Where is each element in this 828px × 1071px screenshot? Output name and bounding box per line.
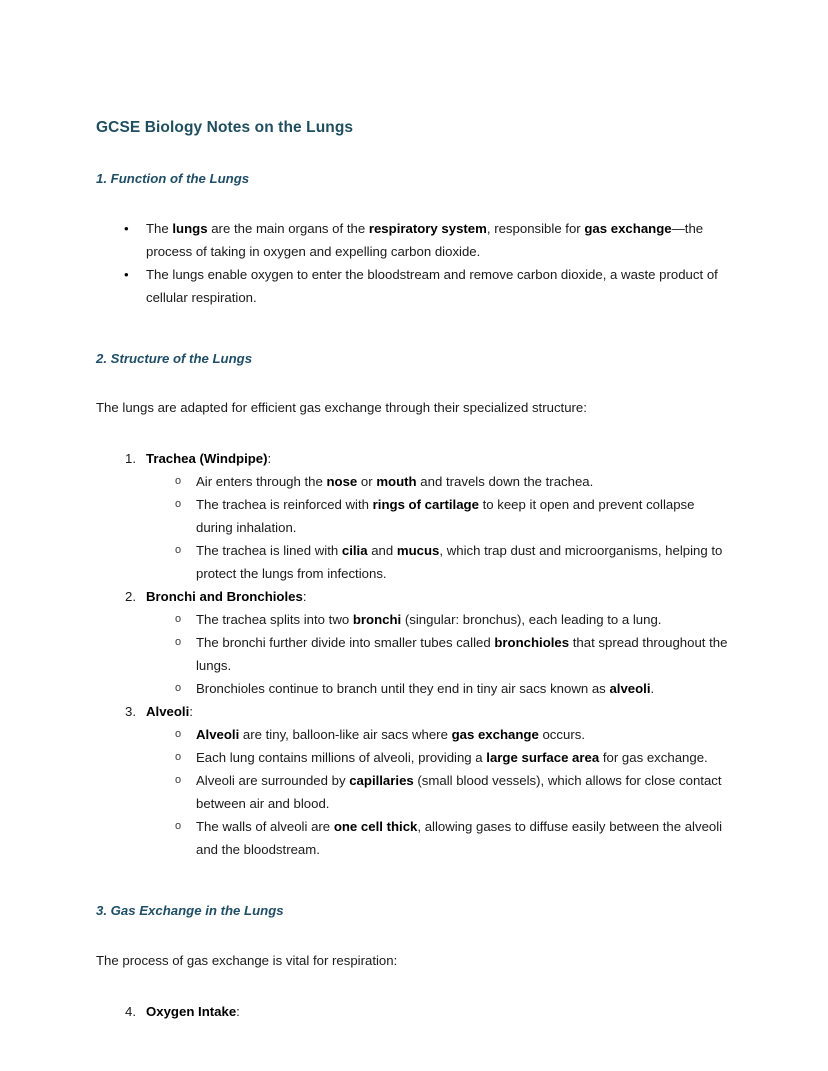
bullet-marker-icon: • (124, 220, 129, 236)
circle-bullet-marker-icon: o (175, 728, 182, 741)
emphasis-text: gas exchange (584, 220, 672, 236)
run-text: are the main organs of the (207, 220, 369, 236)
emphasis-text: mouth (376, 474, 417, 490)
sub-list-item-text (196, 493, 730, 539)
run-text: are tiny, balloon-like air sacs where (239, 727, 452, 743)
sub-list-item-text (196, 746, 730, 769)
sub-list-item (146, 493, 730, 539)
numbered-list-item (96, 1000, 730, 1023)
list-item-text (146, 263, 730, 309)
run-text: . (650, 681, 655, 697)
run-text: (singular: bronchus), each leading to a lung. (401, 612, 662, 628)
numbered-list-item-text (146, 700, 730, 723)
emphasis-text: rings of cartilage (372, 497, 479, 513)
sub-list-item (146, 723, 730, 746)
run-text: and travels down the trachea. (416, 474, 594, 490)
run-text: The trachea is reinforced with (196, 497, 373, 513)
bullet-marker-icon: • (124, 266, 129, 282)
circle-bullet-marker-icon: o (175, 636, 182, 649)
run-text: The bronchi further divide into smaller tubes called (196, 635, 495, 651)
run-text: occurs. (538, 727, 585, 743)
emphasis-text: large surface area (486, 750, 600, 766)
circle-bullet-marker-icon: o (175, 820, 182, 833)
run-text: Each lung contains millions of alveoli, providing a (196, 750, 487, 766)
emphasis-text: Alveoli (146, 704, 190, 720)
run-text: for gas exchange. (599, 750, 708, 766)
sub-bullet-list (146, 723, 730, 861)
numbered-list-item-text (146, 1000, 730, 1023)
run-text: : (267, 451, 272, 467)
run-text: and (367, 543, 397, 559)
run-text: : (302, 589, 307, 605)
circle-bullet-marker-icon: o (175, 682, 182, 695)
sub-list-item (146, 539, 730, 585)
section-heading: 1. Function of the Lungs (96, 171, 250, 187)
run-text: —the process of taking in oxygen and expelling carbon dioxide. (146, 220, 704, 259)
sub-list-item-text (196, 631, 730, 677)
number-marker: 4. (125, 1003, 136, 1019)
numbered-list-item (96, 700, 730, 861)
sub-list-item-text (196, 769, 730, 815)
page-title: GCSE Biology Notes on the Lungs (96, 119, 354, 136)
bullet-list (96, 217, 730, 309)
run-text: The trachea is lined with (196, 543, 342, 559)
sub-list-item (146, 815, 730, 861)
emphasis-text: nose (326, 474, 358, 490)
run-text: Alveoli are surrounded by (196, 773, 350, 789)
number-marker: 1. (125, 451, 136, 467)
circle-bullet-marker-icon: o (175, 751, 182, 764)
numbered-list-item-text (146, 585, 730, 608)
emphasis-text: lungs (172, 220, 208, 236)
numbered-list-item-text (146, 447, 730, 470)
emphasis-text: Alveoli (196, 727, 240, 743)
emphasis-text: respiratory system (368, 220, 487, 236)
run-text: , responsible for (486, 220, 585, 236)
sub-list-item (146, 769, 730, 815)
section-intro-paragraph: The lungs are adapted for efficient gas exchange through their specialized structure: (96, 400, 587, 416)
run-text: : (189, 704, 193, 720)
sub-bullet-list (146, 608, 730, 700)
emphasis-text: mucus (396, 543, 440, 559)
emphasis-text: Oxygen Intake (146, 1003, 237, 1019)
sub-list-item-text (196, 677, 730, 700)
number-marker: 3. (125, 704, 136, 720)
run-text: : (236, 1003, 240, 1019)
circle-bullet-marker-icon: o (175, 544, 182, 557)
sub-list-item (146, 470, 730, 493)
emphasis-text: bronchioles (494, 635, 570, 651)
run-text: The walls of alveoli are (196, 819, 334, 835)
run-text: , which trap dust and microorganisms, helping to protect the lungs from infections. (196, 543, 723, 582)
emphasis-text: alveoli (609, 681, 651, 697)
emphasis-text: Bronchi and Bronchioles (146, 589, 303, 605)
run-text: , allowing gases to diffuse easily between the alveoli and the bloodstream. (196, 819, 723, 858)
emphasis-text: one cell thick (333, 819, 418, 835)
emphasis-text: capillaries (349, 773, 414, 789)
section-heading: 2. Structure of the Lungs (96, 350, 253, 366)
run-text: The (146, 220, 173, 236)
emphasis-text: cilia (341, 543, 368, 559)
numbered-list-item (96, 447, 730, 585)
run-text: that spread throughout the lungs. (196, 635, 728, 674)
list-item-text (146, 217, 730, 263)
run-text: The trachea splits into two (196, 612, 353, 628)
emphasis-text: Trachea (Windpipe) (146, 451, 268, 467)
sub-list-item-text (196, 723, 730, 746)
emphasis-text: gas exchange (451, 727, 539, 743)
list-item (96, 217, 730, 263)
numbered-list (96, 447, 730, 861)
run-text: Bronchioles continue to branch until they end in tiny air sacs known as (196, 681, 610, 697)
emphasis-text: bronchi (352, 612, 402, 628)
circle-bullet-marker-icon: o (175, 774, 182, 787)
run-text: or (357, 474, 377, 490)
run-text: to keep it open and prevent collapse during inhalation. (196, 497, 695, 536)
sub-list-item-text (196, 470, 730, 493)
sub-list-item (146, 631, 730, 677)
sub-list-item (146, 608, 730, 631)
numbered-list-item (96, 585, 730, 700)
numbered-list (96, 1000, 730, 1023)
document-body (96, 171, 730, 1023)
sub-list-item (146, 677, 730, 700)
sub-list-item (146, 746, 730, 769)
section-heading: 3. Gas Exchange in the Lungs (96, 903, 284, 919)
circle-bullet-marker-icon: o (175, 613, 182, 626)
number-marker: 2. (125, 589, 136, 605)
list-item (96, 263, 730, 309)
circle-bullet-marker-icon: o (175, 498, 182, 511)
run-text: The lungs enable oxygen to enter the bloodstream and remove carbon dioxide, a waste product of cellular respiration. (146, 266, 718, 305)
run-text: (small blood vessels), which allows for close contact between air and blood. (196, 773, 722, 812)
section-intro-paragraph: The process of gas exchange is vital for respiration: (96, 952, 398, 968)
sub-list-item-text (196, 608, 730, 631)
sub-list-item-text (196, 815, 730, 861)
sub-list-item-text (196, 539, 730, 585)
run-text: Air enters through the (196, 474, 327, 490)
circle-bullet-marker-icon: o (175, 475, 182, 488)
sub-bullet-list (146, 470, 730, 585)
